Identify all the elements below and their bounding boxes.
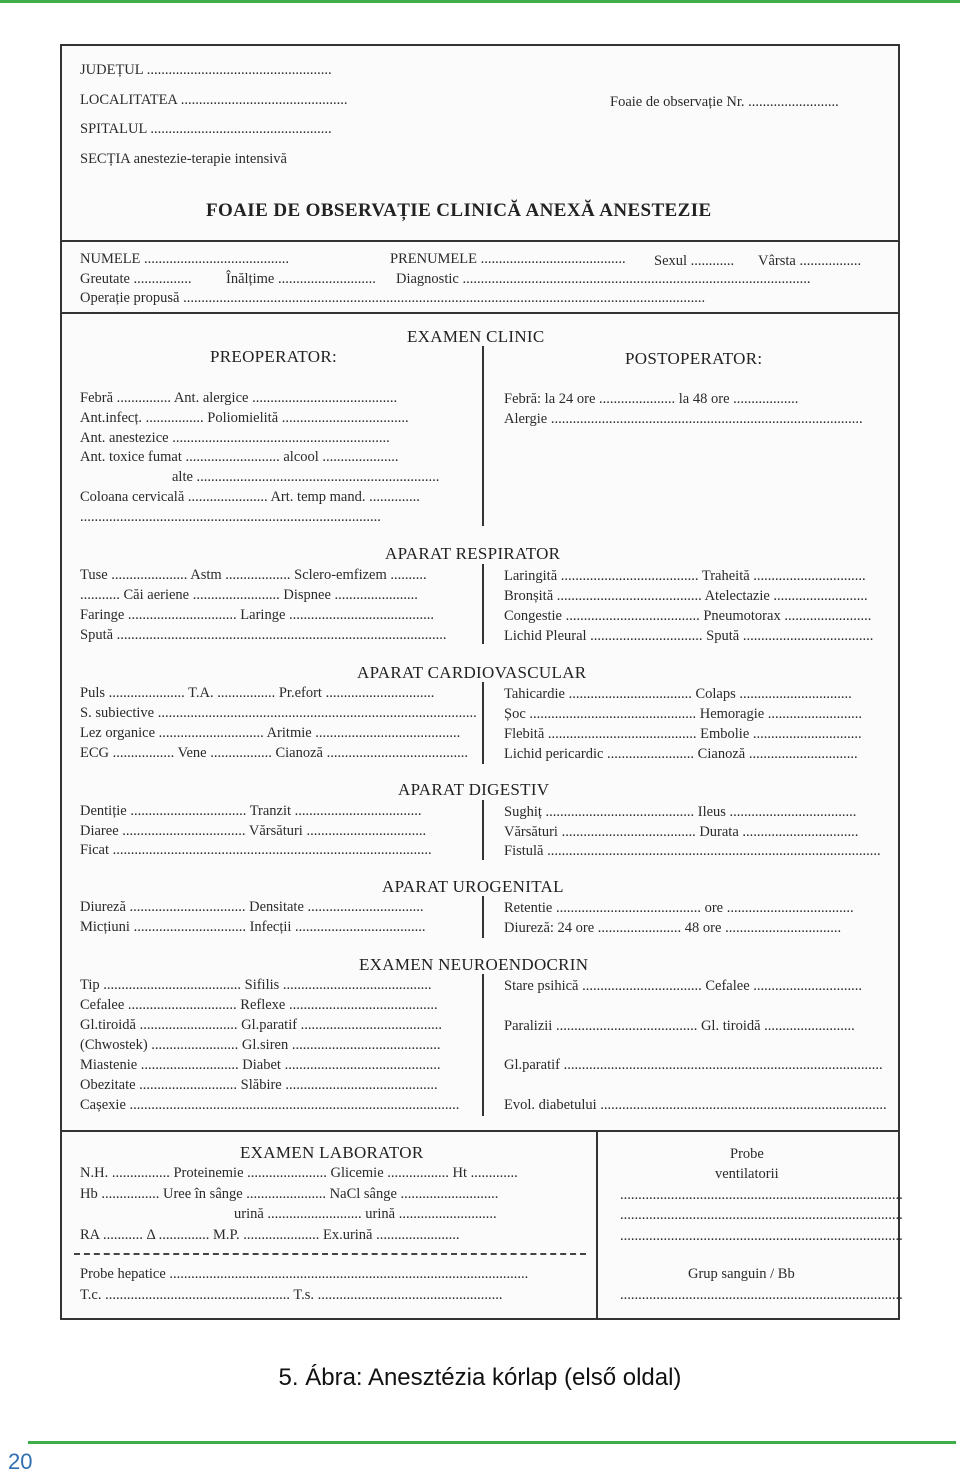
preoperator-label: PREOPERATOR: bbox=[210, 347, 338, 366]
neuro-right-row: Evol. diabetului ............................................................................... bbox=[504, 1097, 887, 1113]
field-inaltime: Înălțime ........................... bbox=[226, 271, 376, 287]
lab-row: N.H. ................ Proteinemie ...................... Glicemie ................. Ht ............. bbox=[80, 1165, 518, 1181]
neuro-left-row: Tip ...................................... Sifilis ......................................... bbox=[80, 977, 432, 993]
footer-rule bbox=[28, 1441, 956, 1444]
section-title-lab: EXAMEN LABORATOR bbox=[240, 1143, 424, 1162]
urogenital-right-row: Diureză: 24 ore ....................... 48 ore ................................ bbox=[504, 920, 842, 936]
cardio-right-row: Șoc .............................................. Hemoragie .......................... bbox=[504, 706, 863, 722]
respirator-left-row: Tuse ..................... Astm .................. Sclero-emfizem .......... bbox=[80, 567, 427, 583]
clinic-left-row: Coloana cervicală ...................... Art. temp mand. .............. bbox=[80, 489, 420, 505]
digestiv-left-row: Dentiție ................................ Tranzit ................................... bbox=[80, 803, 422, 819]
field-diagnostic: Diagnostic ................................................................................................ bbox=[396, 271, 811, 287]
respirator-right-row: Laringită ...................................... Traheită ............................... bbox=[504, 568, 866, 584]
cardio-left-row: S. subiective ........................................................................................ bbox=[80, 705, 477, 721]
field-sexul: Sexul ............ bbox=[654, 253, 735, 269]
column-divider bbox=[482, 974, 484, 1116]
probe-subtitle: ventilatorii bbox=[715, 1166, 779, 1182]
section-title-respirator: APARAT RESPIRATOR bbox=[385, 544, 561, 563]
respirator-left-row: Spută ........................................................................................... bbox=[80, 627, 447, 643]
respirator-right-row: Congestie ..................................... Pneumotorax ........................ bbox=[504, 608, 872, 624]
urogenital-left-row: Diureză ................................ Densitate ................................ bbox=[80, 899, 424, 915]
field-sectia: SECȚIA anestezie-terapie intensivă bbox=[80, 151, 287, 167]
neuro-right-row: Paralizii ....................................... Gl. tiroidă ......................... bbox=[504, 1018, 855, 1034]
section-title-neuro: EXAMEN NEUROENDOCRIN bbox=[359, 955, 589, 974]
field-varsta: Vârsta ................. bbox=[758, 253, 862, 269]
anesthesia-form bbox=[60, 44, 903, 1320]
digestiv-left-row: Diaree .................................. Vărsături ................................. bbox=[80, 823, 427, 839]
urogenital-left-row: Micțiuni ............................... Infecții .................................... bbox=[80, 919, 426, 935]
urogenital-right-row: Retentie ........................................ ore ................................... bbox=[504, 900, 854, 916]
digestiv-right-row: Vărsături ..................................... Durata ................................ bbox=[504, 824, 859, 840]
divider bbox=[62, 1130, 898, 1132]
dashed-divider bbox=[74, 1253, 586, 1255]
column-divider bbox=[596, 1130, 598, 1320]
cardio-left-row: Puls ..................... T.A. ................ Pr.efort .............................. bbox=[80, 685, 435, 701]
clinic-left-row: Ant.infecț. ................ Poliomielită ................................... bbox=[80, 410, 409, 426]
lab-row: RA ........... Δ .............. M.P. ..................... Ex.urină ....................... bbox=[80, 1227, 460, 1243]
clinic-left-row: ................................................................................... bbox=[80, 509, 381, 525]
neuro-left-row: Miastenie ........................... Diabet ........................................... bbox=[80, 1057, 441, 1073]
field-prenumele: PRENUMELE ........................................ bbox=[390, 251, 626, 267]
clinic-left-row: alte ................................................................... bbox=[172, 469, 440, 485]
page-number: 20 bbox=[8, 1449, 33, 1474]
column-divider bbox=[482, 346, 484, 526]
respirator-left-row: ........... Căi aeriene ........................ Dispnee ....................... bbox=[80, 587, 418, 603]
probe-line: .............................................................................. bbox=[620, 1207, 903, 1223]
cardio-right-row: Tahicardie .................................. Colaps ............................... bbox=[504, 686, 852, 702]
clinic-left-row: Febră ............... Ant. alergice ........................................ bbox=[80, 390, 398, 406]
clinic-right-row: Febră: la 24 ore ..................... la 48 ore .................. bbox=[504, 391, 799, 407]
probe-title: Probe bbox=[730, 1146, 764, 1162]
field-judet: JUDEȚUL ................................................... bbox=[80, 62, 332, 78]
neuro-right-row: Gl.paratif ........................................................................................ bbox=[504, 1057, 883, 1073]
lab-row: Probe hepatice ................................................................................................... bbox=[80, 1266, 529, 1282]
divider bbox=[62, 312, 898, 314]
field-foaie-nr: Foaie de observație Nr. ......................... bbox=[610, 94, 839, 110]
form-title: FOAIE DE OBSERVAȚIE CLINICĂ ANEXĂ ANESTEZIE bbox=[206, 200, 712, 221]
digestiv-left-row: Ficat ........................................................................................ bbox=[80, 842, 432, 858]
cardio-right-row: Lichid pericardic ........................ Cianoză .............................. bbox=[504, 746, 858, 762]
figure-caption: 5. Ábra: Anesztézia kórlap (első oldal) bbox=[278, 1364, 682, 1391]
neuro-left-row: Cașexie ........................................................................................... bbox=[80, 1097, 460, 1113]
column-divider bbox=[482, 682, 484, 764]
neuro-left-row: Gl.tiroidă ........................... Gl.paratif ....................................... bbox=[80, 1017, 443, 1033]
section-title-clinic: EXAMEN CLINIC bbox=[407, 327, 545, 346]
divider bbox=[62, 240, 898, 242]
respirator-right-row: Bronșită ........................................ Atelectazie .......................... bbox=[504, 588, 868, 604]
neuro-left-row: Obezitate ........................... Slăbire .......................................... bbox=[80, 1077, 438, 1093]
top-rule bbox=[0, 0, 960, 3]
probe-line: .............................................................................. bbox=[620, 1187, 903, 1203]
lab-row: T.c. ................................................... T.s. ................................................... bbox=[80, 1287, 503, 1303]
clinic-left-row: Ant. toxice fumat .......................... alcool ..................... bbox=[80, 449, 399, 465]
cardio-left-row: ECG ................. Vene ................. Cianoză ....................................... bbox=[80, 745, 468, 761]
field-operatie: Operație propusă ................................................................................................................................................ bbox=[80, 290, 706, 306]
clinic-right-row: Alergie ...................................................................................... bbox=[504, 411, 863, 427]
neuro-left-row: (Chwostek) ........................ Gl.siren ......................................... bbox=[80, 1037, 441, 1053]
respirator-left-row: Faringe .............................. Laringe ........................................ bbox=[80, 607, 435, 623]
probe-line: .............................................................................. bbox=[620, 1228, 903, 1244]
column-divider bbox=[482, 800, 484, 860]
lab-row: Hb ................ Uree în sânge ...................... NaCl sânge ........................... bbox=[80, 1186, 499, 1202]
neuro-right-row: Stare psihică ................................. Cefalee .............................. bbox=[504, 978, 863, 994]
neuro-left-row: Cefalee .............................. Reflexe ......................................... bbox=[80, 997, 438, 1013]
lab-row: urină .......................... urină ........................... bbox=[234, 1206, 497, 1222]
grup-sanguin-line: .............................................................................. bbox=[620, 1287, 903, 1303]
field-numele: NUMELE ........................................ bbox=[80, 251, 290, 267]
section-title-digestiv: APARAT DIGESTIV bbox=[398, 780, 550, 799]
field-localitatea: LOCALITATEA .............................................. bbox=[80, 92, 348, 108]
column-divider bbox=[482, 564, 484, 644]
column-divider bbox=[482, 896, 484, 938]
field-spitalul: SPITALUL .................................................. bbox=[80, 121, 332, 137]
grup-sanguin-label: Grup sanguin / Bb bbox=[688, 1266, 795, 1282]
field-greutate: Greutate ................ bbox=[80, 271, 192, 287]
clinic-left-row: Ant. anestezice ............................................................ bbox=[80, 430, 390, 446]
digestiv-right-row: Sughiț ......................................... Ileus ................................... bbox=[504, 804, 857, 820]
respirator-right-row: Lichid Pleural ............................... Spută .................................... bbox=[504, 628, 874, 644]
cardio-left-row: Lez organice ............................. Aritmie ........................................ bbox=[80, 725, 461, 741]
cardio-right-row: Flebită ......................................... Embolie .............................. bbox=[504, 726, 862, 742]
postoperator-label: POSTOPERATOR: bbox=[625, 349, 763, 368]
section-title-urogenital: APARAT UROGENITAL bbox=[382, 877, 564, 896]
section-title-cardio: APARAT CARDIOVASCULAR bbox=[357, 663, 587, 682]
digestiv-right-row: Fistulă ............................................................................................ bbox=[504, 843, 881, 859]
